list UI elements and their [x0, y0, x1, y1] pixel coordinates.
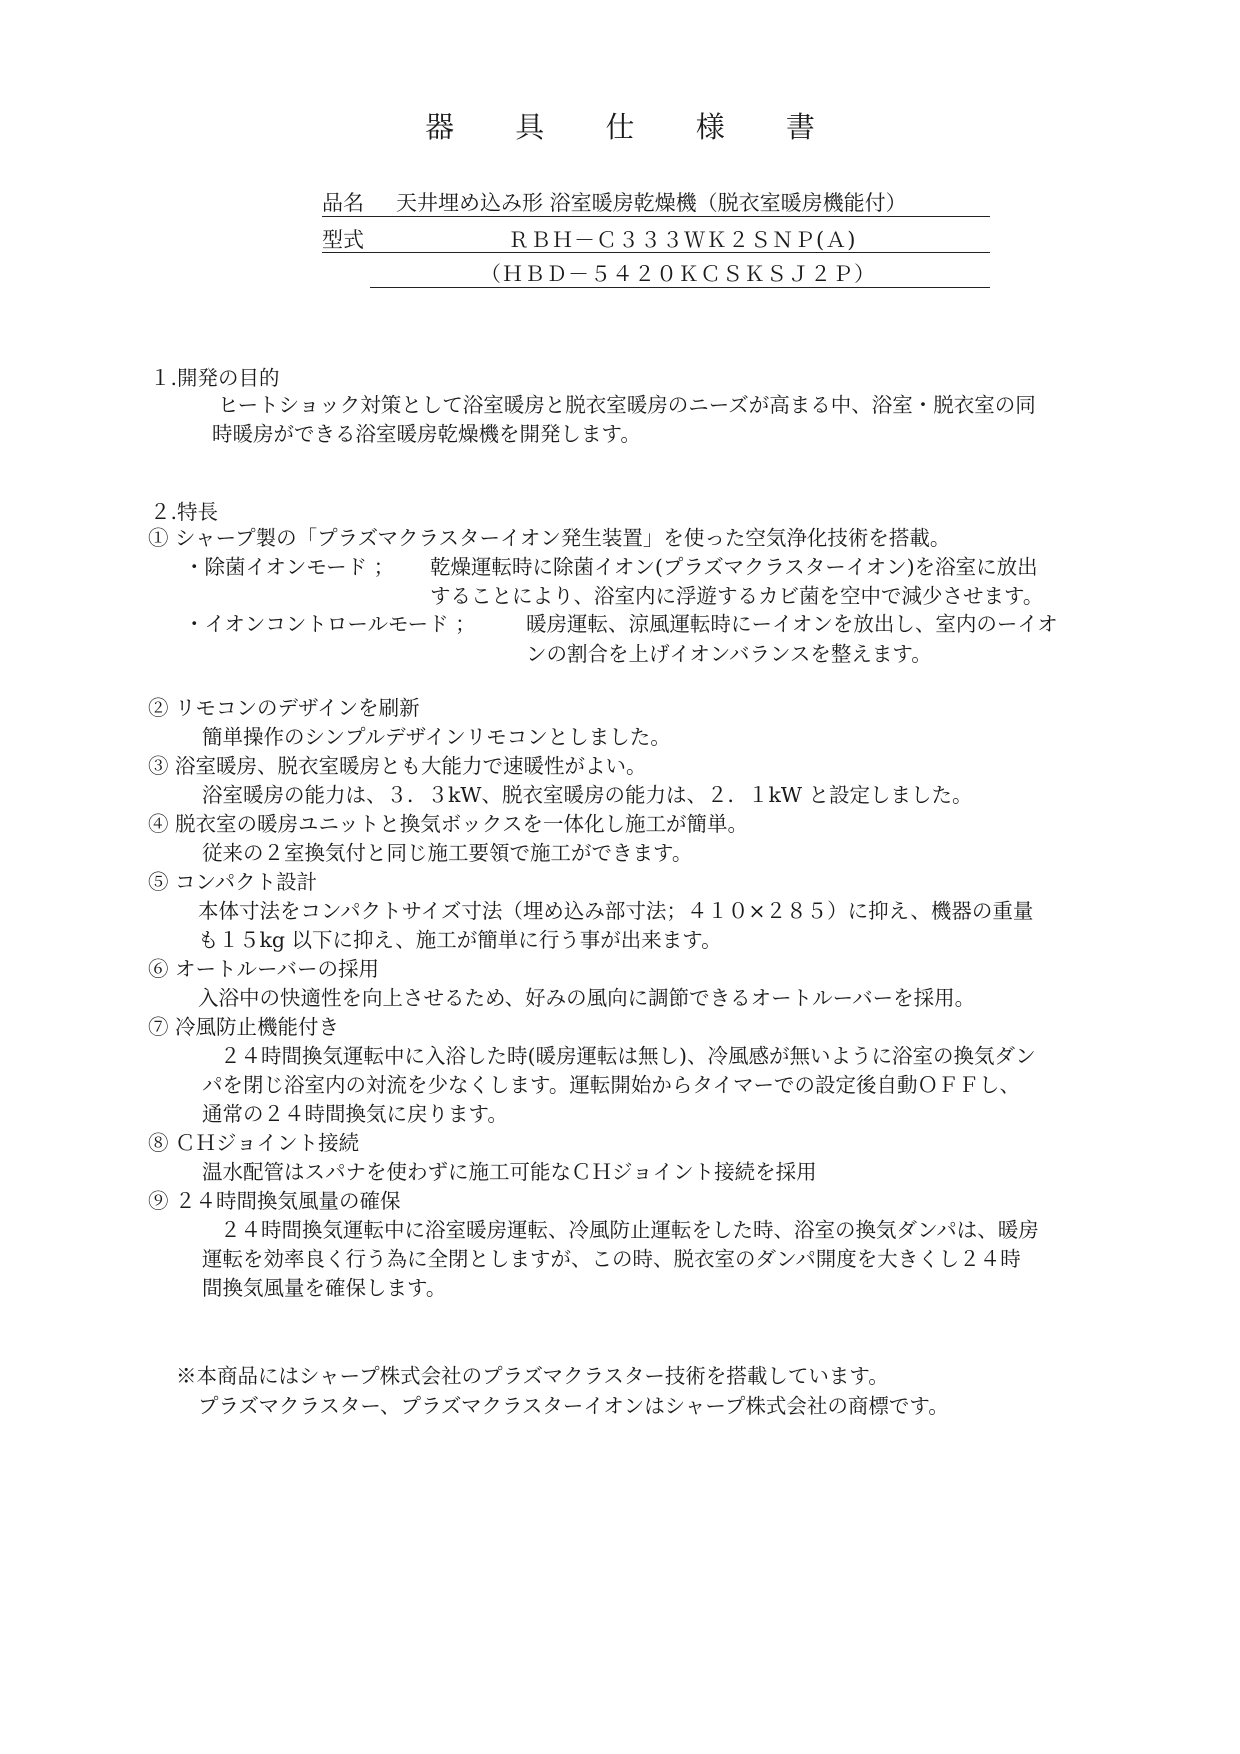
feature-2-title: ② リモコンのデザインを刷新	[148, 696, 420, 720]
model-value: ＲＢＨ－Ｃ３３３ＷＫ２ＳＮＰ(Ａ)	[508, 228, 857, 252]
section1-heading: １.開発の目的	[150, 366, 280, 390]
feature-9-desc: ２４時間換気運転中に浴室暖房運転、冷風防止運転をした時、浴室の換気ダンパは、暖房	[220, 1218, 1039, 1242]
feature-5-title: ⑤ コンパクト設計	[148, 870, 318, 894]
document-title: 器 具 仕 様 書	[425, 110, 841, 144]
feature-9-title: ⑨ ２４時間換気風量の確保	[148, 1189, 401, 1213]
feature-4-title: ④ 脱衣室の暖房ユニットと換気ボックスを一体化し施工が簡単。	[148, 812, 748, 836]
feature-5-desc: も１５kg 以下に抑え、施工が簡単に行う事が出来ます。	[198, 928, 722, 952]
mode-sterilize-desc: することにより、浴室内に浮遊するカビ菌を空中で減少させます。	[430, 584, 1044, 608]
trademark-note: ※本商品にはシャープ株式会社のプラズマクラスター技術を搭載しています。	[176, 1364, 889, 1388]
feature-7-title: ⑦ 冷風防止機能付き	[148, 1015, 340, 1039]
model-underline	[322, 252, 990, 253]
feature-3-title: ③ 浴室暖房、脱衣室暖房とも大能力で速暖性がよい。	[148, 754, 647, 778]
section2-heading: ２.特長	[150, 500, 219, 524]
feature-7-desc: 通常の２４時間換気に戻ります。	[202, 1102, 508, 1126]
feature-7-desc: パを閉じ浴室内の対流を少なくします。運転開始からタイマーでの設定後自動ＯＦＦし、	[202, 1073, 1020, 1097]
product-name-underline	[322, 216, 990, 217]
mode-ion-control-desc: ンの割合を上げイオンバランスを整えます。	[526, 642, 932, 666]
feature-3-desc: 浴室暖房の能力は、３．３kW、脱衣室暖房の能力は、２．１kW と設定しました。	[202, 783, 973, 807]
mode-sterilize-desc: 乾燥運転時に除菌イオン(プラズマクラスターイオン)を浴室に放出	[430, 555, 1038, 579]
feature-8-desc: 温水配管はスパナを使わずに施工可能なＣＨジョイント接続を採用	[202, 1160, 817, 1184]
feature-9-desc: 運転を効率良く行う為に全閉としますが、この時、脱衣室のダンパ開度を大きくし２４時	[202, 1247, 1021, 1271]
model-sub-value: （ＨＢＤ－５４２０ＫＣＳＫＳＪ２Ｐ）	[480, 262, 876, 286]
feature-1-title: ① シャープ製の「プラズマクラスターイオン発生装置」を使った空気浄化技術を搭載。	[148, 526, 951, 550]
feature-4-desc: 従来の２室換気付と同じ施工要領で施工ができます。	[202, 841, 693, 865]
feature-6-title: ⑥ オートルーバーの採用	[148, 957, 379, 981]
feature-6-desc: 入浴中の快適性を向上させるため、好みの風向に調節できるオートルーバーを採用。	[198, 986, 976, 1010]
trademark-note: プラズマクラスター、プラズマクラスターイオンはシャープ株式会社の商標です。	[198, 1394, 949, 1418]
feature-7-desc: ２４時間換気運転中に入浴した時(暖房運転は無し)、冷風感が無いように浴室の換気ダン	[220, 1044, 1036, 1068]
product-name-label: 品名	[322, 191, 364, 215]
product-name-value: 天井埋め込み形 浴室暖房乾燥機（脱衣室暖房機能付）	[396, 191, 907, 215]
feature-2-desc: 簡単操作のシンプルデザインリモコンとしました。	[202, 725, 671, 749]
section1-line: ヒートショック対策として浴室暖房と脱衣室暖房のニーズが高まる中、浴室・脱衣室の同	[218, 393, 1036, 417]
mode-ion-control-label: ・イオンコントロールモード ；	[184, 612, 476, 636]
section1-line: 時暖房ができる浴室暖房乾燥機を開発します。	[212, 422, 641, 446]
mode-sterilize-label: ・除菌イオンモード ；	[184, 555, 395, 579]
mode-ion-control-desc: 暖房運転、涼風運転時にーイオンを放出し、室内のーイオ	[526, 612, 1058, 636]
feature-5-desc: 本体寸法をコンパクトサイズ寸法（埋め込み部寸法；４１０×２８５）に抑え、機器の重量	[198, 899, 1034, 923]
feature-9-desc: 間換気風量を確保します。	[202, 1276, 447, 1300]
model-sub-underline	[370, 287, 990, 288]
model-label: 型式	[322, 228, 364, 252]
feature-8-title: ⑧ ＣＨジョイント接続	[148, 1131, 360, 1155]
